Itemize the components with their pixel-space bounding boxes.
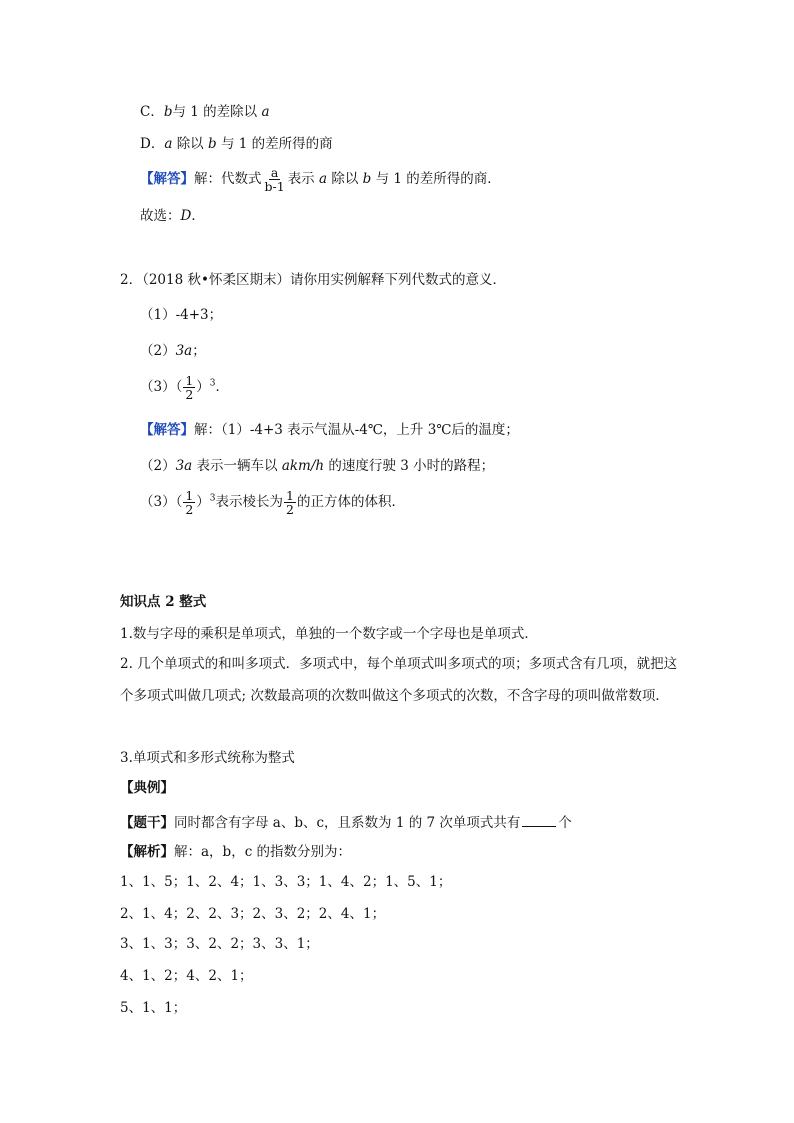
fraction: $\frac{1}{2}$ [185, 373, 194, 402]
answer-blank [522, 812, 556, 827]
exponent-row: 5、1、1； [120, 1000, 187, 1016]
q2-item-1: （1）-4+3； [140, 307, 223, 323]
exponent-row: 4、1、2；4、2、1； [120, 968, 253, 984]
example-analysis: 【解析】解：a，b，c 的指数分别为： [120, 844, 352, 860]
q2-item-2: （2）3a； [140, 343, 206, 359]
kp2-paragraph-1: 1.数与字母的乘积是单项式，单独的一个数字或一个字母也是单项式． [120, 626, 538, 642]
q2-item-3: （3）（ $\frac{1}{2}$ ）$^3$． [140, 373, 230, 402]
q2-answer-line-2: （2）3a 表示一辆车以 akm/h 的速度行驶 3 小时的路程； [140, 458, 495, 474]
q2-answer-line-1: 【解答】解：（1）-4+3 表示气温从-4℃，上升 3℃后的温度； [140, 422, 519, 438]
fraction: $\frac{a}{b-1}$ [264, 165, 285, 194]
exponent-row: 1、1、5；1、2、4；1、3、3；1、4、2；1、5、1； [120, 874, 452, 890]
option-d: D．a 除以 b 与 1 的差所得的商 [140, 136, 333, 152]
q2-answer-line-3: （3）（ $\frac{1}{2}$ ）$^3$表示棱长为 $\frac{1}{2}$ 的正方体的体积． [140, 488, 405, 517]
exponent-row: 3、1、3；3、2、2；3、3、1； [120, 936, 319, 952]
fraction: $\frac{1}{2}$ [185, 488, 194, 517]
option-c: C．b与 1 的差除以 a [140, 104, 270, 120]
q1-answer: 【解答】解：代数式 $\frac{a}{b-1}$ 表示 a 除以 b 与 1 的差所得的商． [140, 165, 501, 194]
answer-tag: 【解答】 [140, 171, 194, 187]
fraction: $\frac{1}{2}$ [286, 488, 294, 517]
section-heading: 知识点 2 整式 [120, 594, 207, 610]
example-question: 【题干】同时都含有字母 a、b、c，且系数为 1 的 7 次单项式共有 个 [120, 812, 572, 833]
q2-stem: 2．（2018 秋•怀柔区期末）请你用实例解释下列代数式的意义． [120, 272, 506, 288]
kp2-paragraph-2: 2. 几个单项式的和叫多项式．多项式中，每个单项式叫多项式的项；多项式含有几项，就把这个多项式叫做几项式; 次数最高项的次数叫做这个多项式的次数，不含字母的项叫做常数项． [120, 656, 678, 704]
exponent-row: 2、1、4；2、2、3；2、3、2；2、4、1； [120, 906, 386, 922]
q1-choice: 故选：D． [140, 208, 205, 224]
answer-tag: 【解答】 [140, 422, 194, 438]
example-heading: 【典例】 [120, 780, 174, 796]
kp2-paragraph-3: 3.单项式和多形式统称为整式 [120, 750, 295, 766]
